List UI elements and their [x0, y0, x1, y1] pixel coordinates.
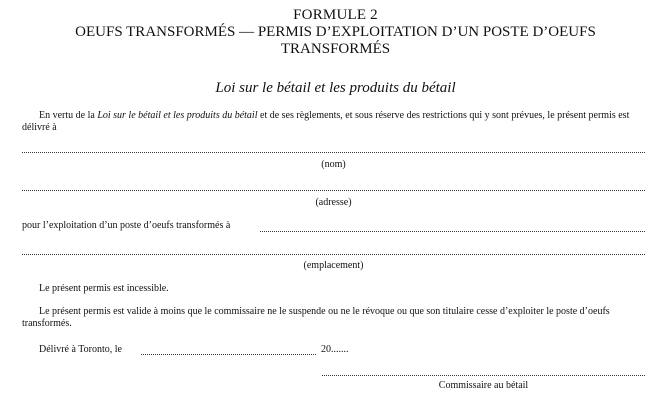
address-blank-line[interactable] [22, 190, 645, 191]
intro-part1: En vertu de la [39, 110, 98, 121]
signatory-title: Commissaire au bétail [438, 380, 529, 391]
form-title [0, 24, 671, 58]
intro-part2: et de ses règlements, et sous réserve des restrictions qui y sont prévues, le présent permis est délivré à [22, 110, 630, 133]
location-label: (emplacement) [303, 260, 364, 271]
intro-law-reference: Loi sur le bétail et les produits du bétail [97, 110, 258, 121]
name-label: (nom) [321, 159, 346, 170]
name-blank-line[interactable] [22, 152, 645, 153]
issued-at-label: Délivré à Toronto, le [39, 344, 122, 355]
form-title-line2: TRANSFORMÉS [280, 41, 391, 57]
validity-statement: Le présent permis est valide à moins que le commissaire ne le suspende ou ne le révoque ou que son titulaire cesse d’exploiter le poste d’oeufs transformés. [22, 306, 610, 329]
form-number: FORMULE 2 [293, 7, 378, 23]
signature-blank-line[interactable] [322, 375, 645, 376]
location-blank-line[interactable] [22, 254, 645, 255]
law-title: Loi sur le bétail et les produits du bétail [215, 80, 456, 96]
intro-paragraph [22, 110, 647, 134]
operation-text: pour l’exploitation d’un poste d’oeufs transformés à [22, 220, 231, 231]
issue-date-blank-line[interactable] [141, 354, 316, 355]
year-prefix: 20....... [321, 344, 349, 355]
address-label: (adresse) [315, 197, 352, 208]
form-title-line1: OEUFS TRANSFORMÉS — PERMIS D’EXPLOITATION D’UN POSTE D’OEUFS [75, 24, 596, 40]
operation-blank-line[interactable] [260, 231, 645, 232]
non-transferable-statement: Le présent permis est incessible. [39, 283, 169, 294]
